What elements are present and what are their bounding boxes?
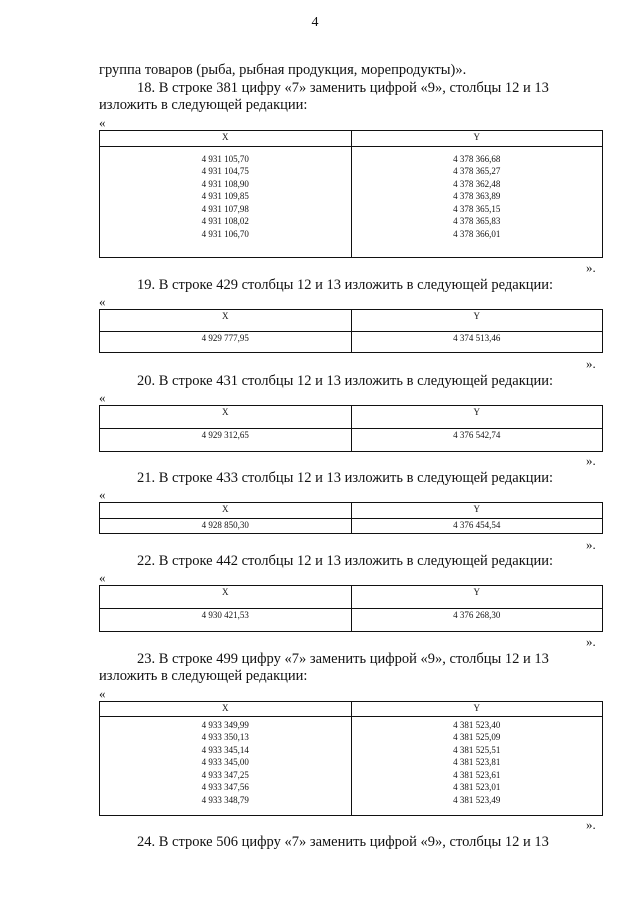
column-header-y: Y xyxy=(351,503,603,519)
y-value: 4 378 366,68 xyxy=(453,153,501,164)
section-21-heading: 21. В строке 433 столбцы 12 и 13 изложить в следующей редакции: xyxy=(137,470,554,486)
page-number: 4 xyxy=(311,15,319,30)
y-value: 4 378 365,15 xyxy=(453,203,501,214)
section-24-heading: 24. В строке 506 цифру «7» заменить цифрой «9», столбцы 12 и 13 xyxy=(137,834,549,850)
column-header-y: Y xyxy=(351,310,603,332)
coordinates-table-20 xyxy=(99,405,603,452)
column-header-x: X xyxy=(100,310,352,332)
y-values-cell xyxy=(351,146,603,257)
x-value: 4 929 312,65 xyxy=(201,430,249,440)
column-header-y: Y xyxy=(351,702,603,717)
y-value: 4 376 542,74 xyxy=(351,429,603,452)
y-value: 4 376 454,54 xyxy=(351,518,603,534)
y-value: 4 378 363,89 xyxy=(453,191,501,202)
coordinates-table-18 xyxy=(99,130,603,258)
x-value: 4 931 107,98 xyxy=(201,203,249,214)
x-value: 4 931 108,90 xyxy=(201,178,249,189)
y-value: 4 381 523,01 xyxy=(453,782,501,793)
x-value: 4 933 349,99 xyxy=(201,719,249,730)
column-header-y: Y xyxy=(351,586,603,609)
x-value: 4 931 106,70 xyxy=(201,228,249,239)
column-header-x: X xyxy=(100,702,352,717)
y-value: 4 378 365,83 xyxy=(453,216,501,227)
quote-close: ». xyxy=(586,817,596,832)
column-header-x: X xyxy=(100,406,352,429)
y-value: 4 381 523,40 xyxy=(453,719,501,730)
x-values-cell xyxy=(100,716,352,815)
coordinates-table-19 xyxy=(99,309,603,353)
x-value: 4 931 104,75 xyxy=(201,166,249,177)
x-value: 4 933 347,25 xyxy=(201,769,249,780)
y-value: 4 381 523,61 xyxy=(453,769,501,780)
column-header-x: X xyxy=(100,503,352,519)
x-value: 4 933 348,79 xyxy=(201,794,249,805)
x-value: 4 933 350,13 xyxy=(201,732,249,743)
quote-open: « xyxy=(99,487,106,502)
x-value: 4 933 347,56 xyxy=(201,782,249,793)
coordinates-table-22 xyxy=(99,585,603,632)
y-values-cell xyxy=(351,716,603,815)
quote-close: ». xyxy=(586,260,596,275)
quote-open: « xyxy=(99,570,106,585)
quote-open: « xyxy=(99,390,106,405)
quote-close: ». xyxy=(586,356,596,371)
column-header-y: Y xyxy=(351,406,603,429)
section-19-heading: 19. В строке 429 столбцы 12 и 13 изложить в следующей редакции: xyxy=(137,277,554,293)
y-value: 4 376 268,30 xyxy=(351,609,603,632)
y-value: 4 381 523,81 xyxy=(453,757,501,768)
section-23-heading-line-2: изложить в следующей редакции: xyxy=(99,668,308,684)
coordinates-table-23 xyxy=(99,701,603,816)
y-value: 4 378 366,01 xyxy=(453,228,501,239)
x-value: 4 933 345,14 xyxy=(201,744,249,755)
x-value: 4 931 109,85 xyxy=(201,191,249,202)
x-value: 4 929 777,95 xyxy=(201,332,249,343)
quote-open: « xyxy=(99,294,106,309)
section-18-heading-line-1: 18. В строке 381 цифру «7» заменить цифрой «9», столбцы 12 и 13 xyxy=(137,80,549,96)
coordinates-table-21 xyxy=(99,502,603,534)
section-22-heading: 22. В строке 442 столбцы 12 и 13 изложить в следующей редакции: xyxy=(137,553,554,569)
y-value: 4 381 525,09 xyxy=(453,732,501,743)
column-header-x: X xyxy=(100,586,352,609)
y-value: 4 378 362,48 xyxy=(453,178,501,189)
intro-line: группа товаров (рыба, рыбная продукция, морепродукты)». xyxy=(99,62,467,78)
x-value: 4 931 105,70 xyxy=(201,153,249,164)
column-header-y: Y xyxy=(351,131,603,147)
column-header-x: X xyxy=(100,131,352,147)
section-20-heading: 20. В строке 431 столбцы 12 и 13 изложить в следующей редакции: xyxy=(137,373,554,389)
x-values-cell xyxy=(100,146,352,257)
quote-open: « xyxy=(99,686,106,701)
quote-close: ». xyxy=(586,537,596,552)
quote-open: « xyxy=(99,115,106,130)
x-value: 4 933 345,00 xyxy=(201,757,249,768)
y-value: 4 381 523,49 xyxy=(453,794,501,805)
section-23-heading-line-1: 23. В строке 499 цифру «7» заменить цифрой «9», столбцы 12 и 13 xyxy=(137,651,549,667)
x-value: 4 930 421,53 xyxy=(201,610,249,620)
x-value: 4 928 850,30 xyxy=(201,519,249,530)
x-value: 4 931 108,02 xyxy=(201,216,249,227)
section-18-heading-line-2: изложить в следующей редакции: xyxy=(99,97,308,113)
y-value: 4 381 525,51 xyxy=(453,744,501,755)
quote-close: ». xyxy=(586,634,596,649)
y-value: 4 374 513,46 xyxy=(351,331,603,353)
y-value: 4 378 365,27 xyxy=(453,166,501,177)
quote-close: ». xyxy=(586,453,596,468)
